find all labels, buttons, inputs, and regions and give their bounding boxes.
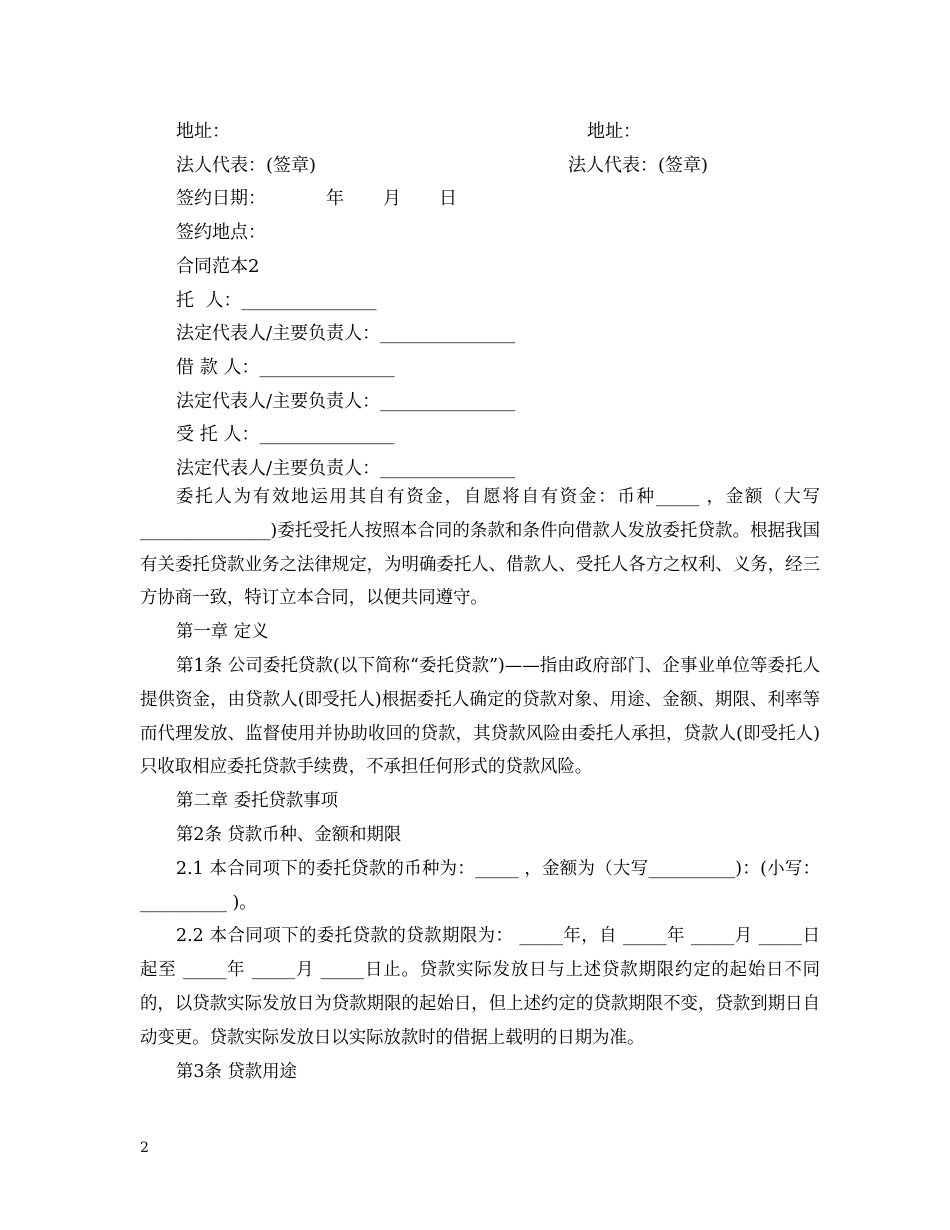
trustee-line: 受 托 人：_______________: [176, 424, 395, 445]
right-legal-rep-label: 法人代表：(签章): [568, 155, 709, 176]
sign-date-month: 月: [383, 188, 401, 209]
sign-date-day: 日: [439, 188, 457, 209]
left-address-label: 地址：: [176, 121, 230, 142]
page-number: 2: [140, 1140, 149, 1156]
left-legal-rep-label: 法人代表：(签章): [176, 155, 317, 176]
clause-paragraph: 2.1 本合同项下的委托贷款的币种为：_____ ，金额为（大写__________)：(小写：__________ )。: [140, 858, 820, 913]
article-heading: 第3条 贷款用途: [176, 1061, 297, 1082]
entruster-line: 托 人：_______________: [176, 290, 377, 311]
contract-body: [140, 481, 820, 1089]
sign-date-year: 年: [326, 188, 344, 209]
article-heading: 第2条 贷款币种、金额和期限: [176, 824, 402, 845]
borrower-line: 借 款 人：_______________: [176, 357, 395, 378]
sign-date-label: 签约日期：: [176, 188, 266, 209]
sign-place-label: 签约地点：: [176, 222, 266, 243]
preamble-paragraph: 委托人为有效地运用其自有资金，自愿将自有资金：币种_____ ，金额（大写_______________)委托受托人按照本合同的条款和条件向借款人发放委托贷款。根据我国有关委托贷款业务之法律规定，为明确委托人、借款人、受托人各方之权利、义务，经三方协商一致，特订立本合同，以便共同遵守。: [140, 487, 820, 609]
clause-paragraph: 2.2 本合同项下的委托贷款的贷款期限为： _____年，自 _____年 _____月 _____日起至 _____年 _____月 _____日止。贷款实际发放日与上述贷款期限约定的起始日不同的，以贷款实际发放日为贷款期限的起始日，但上述约定的贷款期限不变，贷款到期日自动变更。贷款实际发放日以实际放款时的借据上载明的日期为准。: [140, 926, 820, 1048]
template-title: 合同范本2: [176, 256, 260, 277]
chapter-heading: 第一章 定义: [176, 622, 269, 643]
trustee-representative-line: 法定代表人/主要负责人：_______________: [176, 458, 516, 479]
chapter-heading: 第二章 委托贷款事项: [176, 791, 339, 812]
borrower-representative-line: 法定代表人/主要负责人：_______________: [176, 391, 516, 412]
article-paragraph: 第1条 公司委托贷款(以下简称“委托贷款”)——指由政府部门、企事业单位等委托人提供资金，由贷款人(即受托人)根据委托人确定的贷款对象、用途、金额、期限、利率等而代理发放、监督使用并协助收回的贷款，其贷款风险由委托人承担，贷款人(即受托人)只收取相应委托贷款手续费，不承担任何形式的贷款风险。: [140, 655, 820, 778]
entruster-representative-line: 法定代表人/主要负责人：_______________: [176, 323, 516, 344]
right-address-label: 地址：: [587, 121, 641, 142]
